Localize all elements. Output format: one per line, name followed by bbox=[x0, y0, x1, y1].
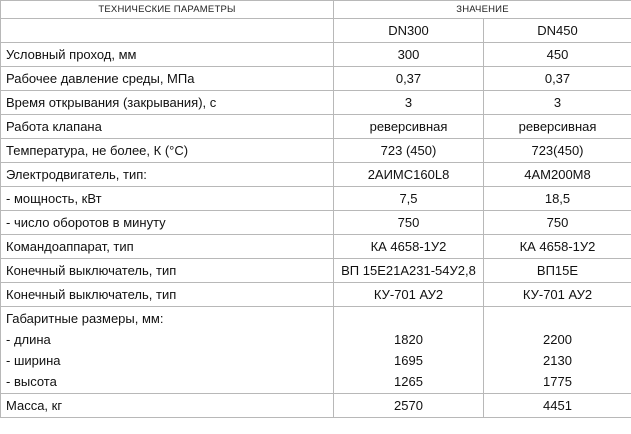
dimension-length-dn450: 2200 bbox=[543, 332, 572, 347]
param-name: Работа клапана bbox=[1, 115, 334, 139]
dimensions-dn300 bbox=[334, 307, 484, 394]
empty-cell bbox=[1, 19, 334, 43]
dimension-length-label: - длина bbox=[6, 332, 51, 347]
dimensions-title: Габаритные размеры, мм: bbox=[6, 311, 164, 326]
table-header-row bbox=[1, 1, 631, 19]
param-name: - мощность, кВт bbox=[1, 187, 334, 211]
param-name: Рабочее давление среды, МПа bbox=[1, 67, 334, 91]
value-dn300: 7,5 bbox=[334, 187, 484, 211]
value-dn300: КУ-701 АУ2 bbox=[334, 283, 484, 307]
table-row bbox=[1, 163, 631, 187]
mass-row bbox=[1, 394, 631, 418]
value-dn300: 2АИМС160L8 bbox=[334, 163, 484, 187]
dimensions-row bbox=[1, 307, 631, 394]
param-name: Конечный выключатель, тип bbox=[1, 259, 334, 283]
value-dn450: 723(450) bbox=[484, 139, 631, 163]
param-column-header: ТЕХНИЧЕСКИЕ ПАРАМЕТРЫ bbox=[1, 1, 334, 19]
value-dn450: ВП15Е bbox=[484, 259, 631, 283]
table-row bbox=[1, 283, 631, 307]
value-dn450: 750 bbox=[484, 211, 631, 235]
dimensions-dn450 bbox=[484, 307, 631, 394]
value-dn450: 4АМ200М8 bbox=[484, 163, 631, 187]
param-name: Командоаппарат, тип bbox=[1, 235, 334, 259]
value-dn300: КА 4658-1У2 bbox=[334, 235, 484, 259]
dimension-width-label: - ширина bbox=[6, 353, 61, 368]
model-header-row bbox=[1, 19, 631, 43]
value-dn450: КА 4658-1У2 bbox=[484, 235, 631, 259]
value-dn300: ВП 15Е21А231-54У2,8 bbox=[334, 259, 484, 283]
value-dn300: 750 bbox=[334, 211, 484, 235]
table-row bbox=[1, 211, 631, 235]
param-name: Время открывания (закрывания), с bbox=[1, 91, 334, 115]
table-row bbox=[1, 67, 631, 91]
table-row bbox=[1, 139, 631, 163]
value-dn300: 723 (450) bbox=[334, 139, 484, 163]
table-row bbox=[1, 91, 631, 115]
value-dn450: КУ-701 АУ2 bbox=[484, 283, 631, 307]
mass-dn300: 2570 bbox=[334, 394, 484, 418]
value-dn450: 450 bbox=[484, 43, 631, 67]
param-name: - число оборотов в минуту bbox=[1, 211, 334, 235]
model-dn450-header: DN450 bbox=[484, 19, 631, 43]
mass-dn450: 4451 bbox=[484, 394, 631, 418]
value-dn300: 0,37 bbox=[334, 67, 484, 91]
value-dn450: реверсивная bbox=[484, 115, 631, 139]
value-column-header: ЗНАЧЕНИЕ bbox=[334, 1, 631, 19]
value-dn450: 0,37 bbox=[484, 67, 631, 91]
table-row bbox=[1, 259, 631, 283]
table-row bbox=[1, 43, 631, 67]
value-dn300: 300 bbox=[334, 43, 484, 67]
param-name: Температура, не более, К (°С) bbox=[1, 139, 334, 163]
table-row bbox=[1, 187, 631, 211]
dimension-width-dn450: 2130 bbox=[543, 353, 572, 368]
dimension-length-dn300: 1820 bbox=[394, 332, 423, 347]
value-dn450: 18,5 bbox=[484, 187, 631, 211]
dimension-height-dn450: 1775 bbox=[543, 374, 572, 389]
model-dn300-header: DN300 bbox=[334, 19, 484, 43]
dimensions-params bbox=[1, 307, 334, 394]
param-name: Конечный выключатель, тип bbox=[1, 283, 334, 307]
value-dn300: 3 bbox=[334, 91, 484, 115]
table-row bbox=[1, 235, 631, 259]
value-dn300: реверсивная bbox=[334, 115, 484, 139]
dimension-width-dn300: 1695 bbox=[394, 353, 423, 368]
param-name: Масса, кг bbox=[1, 394, 334, 418]
dimension-height-dn300: 1265 bbox=[394, 374, 423, 389]
param-name: Условный проход, мм bbox=[1, 43, 334, 67]
param-name: Электродвигатель, тип: bbox=[1, 163, 334, 187]
dimension-height-label: - высота bbox=[6, 374, 57, 389]
value-dn450: 3 bbox=[484, 91, 631, 115]
table-row bbox=[1, 115, 631, 139]
